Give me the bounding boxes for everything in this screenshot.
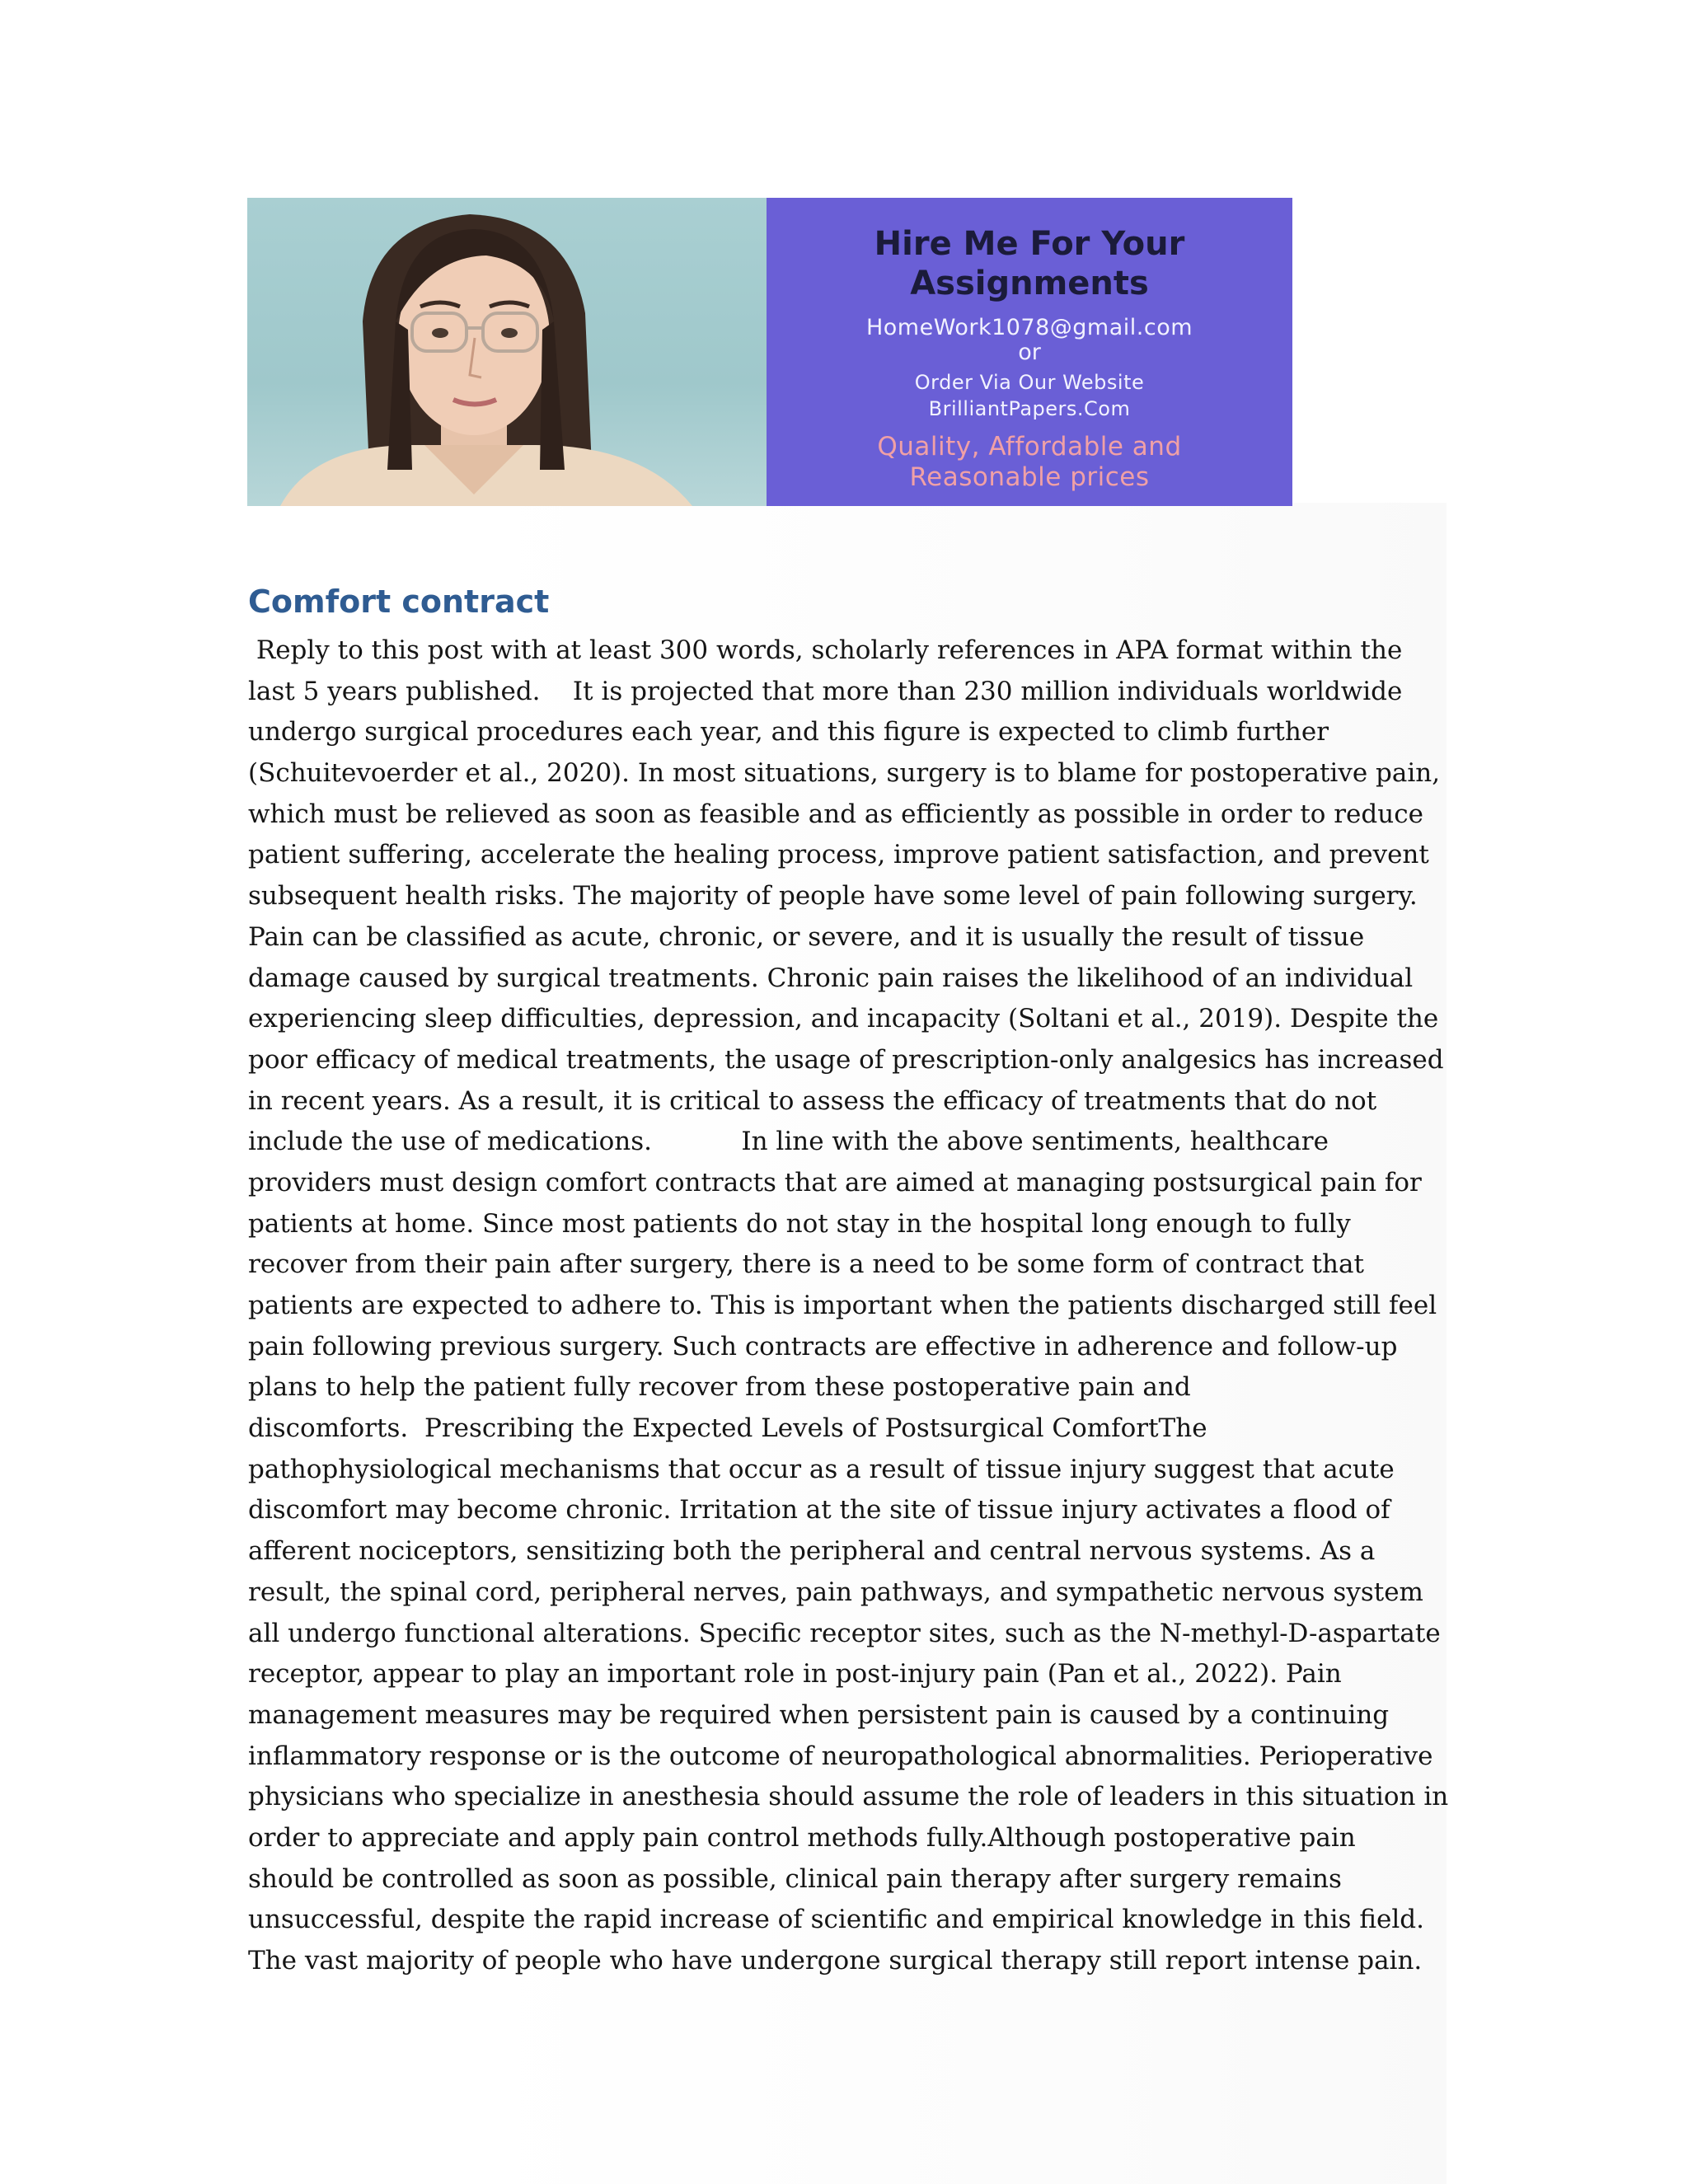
body-text-line: in recent years. As a result, it is critical to assess the efficacy of treatments that do not xyxy=(248,1085,1377,1116)
body-text-line: recover from their pain after surgery, there is a need to be some form of contract that xyxy=(248,1249,1364,1280)
body-text-line: afferent nociceptors, sensitizing both the peripheral and central nervous systems. As a xyxy=(248,1536,1376,1567)
body-text-line: poor efficacy of medical treatments, the usage of prescription-only analgesics has increased xyxy=(248,1044,1444,1075)
body-text-line: unsuccessful, despite the rapid increase of scientific and empirical knowledge in this field. xyxy=(248,1905,1424,1935)
woman-portrait-illustration xyxy=(247,198,767,506)
body-text-line: pathophysiological mechanisms that occur as a result of tissue injury suggest that acute xyxy=(248,1454,1395,1484)
document-title: Comfort contract xyxy=(248,583,550,620)
ad-quality-line-1: Quality, Affordable and xyxy=(877,432,1182,462)
body-text-line: plans to help the patient fully recover from these postoperative pain and xyxy=(248,1372,1191,1403)
body-text-line: management measures may be required when persistent pain is caused by a continuing xyxy=(248,1699,1390,1730)
body-text-line: physicians who specialize in anesthesia should assume the role of leaders in this situation in xyxy=(248,1782,1449,1812)
body-text-line: (Schuitevoerder et al., 2020). In most situations, surgery is to blame for postoperative pain, xyxy=(248,758,1441,789)
document-body xyxy=(248,630,1468,1982)
body-text-line: The vast majority of people who have undergone surgical therapy still report intense pain. xyxy=(248,1946,1423,1975)
body-text-line: last 5 years published. It is projected that more than 230 million individuals worldwide xyxy=(248,676,1403,706)
body-text-line: receptor, appear to play an important role in post-injury pain (Pan et al., 2022). Pain xyxy=(248,1659,1342,1690)
body-text-line: Reply to this post with at least 300 words, scholarly references in APA format within the xyxy=(248,635,1403,665)
ad-quality-line-2: Reasonable prices xyxy=(909,462,1150,492)
body-text-line: Pain can be classified as acute, chronic, or severe, and it is usually the result of tissue xyxy=(248,921,1365,952)
body-text-line: include the use of medications. In line with the above sentiments, healthcare xyxy=(248,1127,1329,1157)
body-text-line: subsequent health risks. The majority of people have some level of pain following surgery. xyxy=(248,881,1418,912)
ad-order-line-1: Order Via Our Website xyxy=(914,371,1145,394)
ad-headline-line-1: Hire Me For Your xyxy=(874,225,1185,263)
ad-order-text[interactable] xyxy=(767,369,1292,422)
body-text-line: result, the spinal cord, peripheral nerves, pain pathways, and sympathetic nervous system xyxy=(248,1577,1423,1607)
body-text-line: providers must design comfort contracts that are aimed at managing postsurgical pain for xyxy=(248,1167,1422,1197)
ad-headline xyxy=(767,224,1292,303)
body-text-line: all undergo functional alterations. Specific receptor sites, such as the N-methyl-D-aspartate xyxy=(248,1618,1441,1648)
ad-or-text: or xyxy=(1018,340,1041,365)
body-text-line: damage caused by surgical treatments. Chronic pain raises the likelihood of an individual xyxy=(248,963,1414,993)
body-text-line: undergo surgical procedures each year, and this figure is expected to climb further xyxy=(248,717,1329,748)
body-text-line: discomfort may become chronic. Irritation at the site of tissue injury activates a flood of xyxy=(248,1495,1390,1526)
body-text-line: order to appreciate and apply pain control methods fully.Although postoperative pain xyxy=(248,1822,1356,1853)
body-text-line: should be controlled as soon as possible, clinical pain therapy after surgery remains xyxy=(248,1863,1342,1894)
ad-quality-text xyxy=(767,432,1292,493)
ad-website-link[interactable]: BrilliantPapers.Com xyxy=(928,397,1131,420)
body-text-line: inflammatory response or is the outcome of neuropathological abnormalities. Perioperative xyxy=(248,1741,1433,1771)
ad-email-link[interactable]: HomeWork1078@gmail.com xyxy=(865,315,1193,340)
body-text-line: patients at home. Since most patients do not stay in the hospital long enough to fully xyxy=(248,1208,1351,1239)
body-text-line: discomforts. Prescribing the Expected Levels of Postsurgical ComfortThe xyxy=(248,1413,1207,1444)
body-text-line: pain following previous surgery. Such contracts are effective in adherence and follow-up xyxy=(248,1331,1398,1361)
banner-ad-panel[interactable] xyxy=(767,198,1292,506)
body-text-line: patient suffering, accelerate the healing process, improve patient satisfaction, and prevent xyxy=(248,840,1429,870)
ad-headline-line-2: Assignments xyxy=(910,265,1149,302)
banner-photo xyxy=(247,198,767,506)
body-text-line: experiencing sleep difficulties, depression, and incapacity (Soltani et al., 2019). Despite the xyxy=(248,1004,1439,1034)
body-text-line: patients are expected to adhere to. This is important when the patients discharged still feel xyxy=(248,1291,1437,1320)
body-text-line: which must be relieved as soon as feasible and as efficiently as possible in order to reduce xyxy=(248,799,1423,829)
advertisement-banner[interactable] xyxy=(247,198,1292,506)
